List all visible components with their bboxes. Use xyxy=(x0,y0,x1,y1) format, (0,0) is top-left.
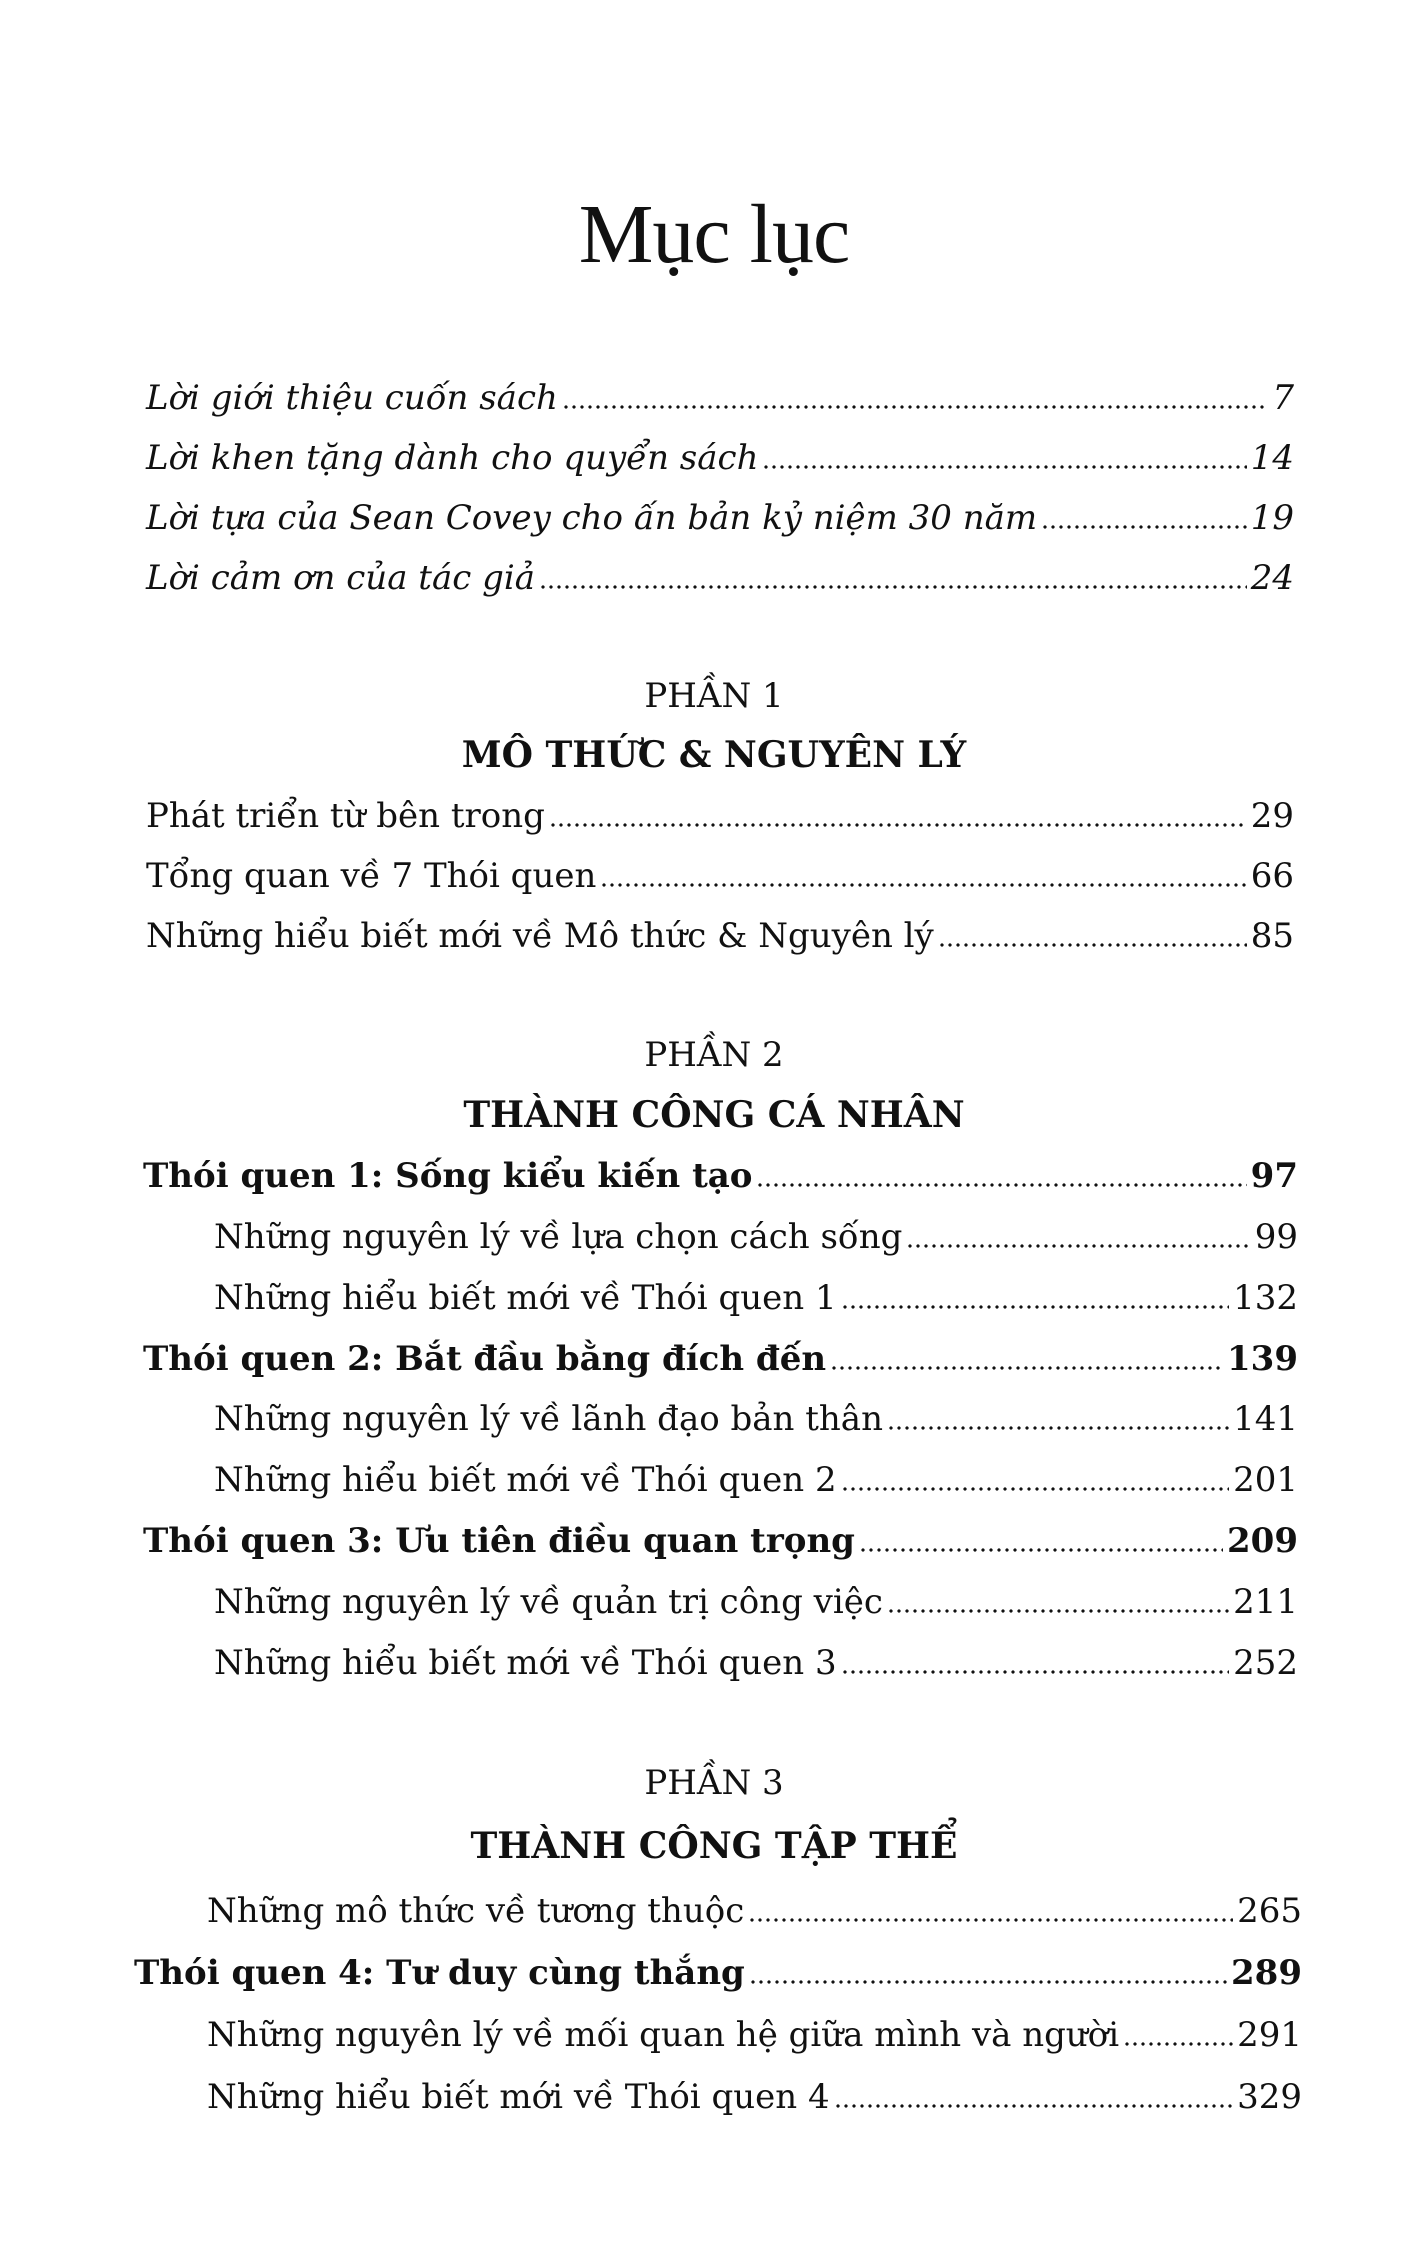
toc-entry-page: 211 xyxy=(1233,1582,1298,1622)
dot-leader xyxy=(834,2104,1233,2108)
dot-leader xyxy=(887,1609,1229,1613)
dot-leader xyxy=(841,1487,1229,1491)
toc-entry[interactable] xyxy=(143,1333,1298,1385)
dot-leader xyxy=(539,585,1247,589)
part-title: MÔ THỨC & NGUYÊN LÝ xyxy=(461,734,967,776)
toc-entry-page: 252 xyxy=(1233,1643,1298,1683)
dot-leader xyxy=(841,1670,1229,1674)
toc-entry-label: Phát triển từ bên trong xyxy=(146,796,545,836)
part-label: PHẦN 2 xyxy=(644,1035,784,1075)
toc-entry[interactable] xyxy=(146,432,1294,484)
toc-entry[interactable] xyxy=(214,1393,1298,1445)
dot-leader xyxy=(887,1426,1229,1430)
toc-entry-label: Thói quen 1: Sống kiểu kiến tạo xyxy=(143,1156,753,1196)
toc-entry-label: Những hiểu biết mới về Thói quen 4 xyxy=(207,2077,830,2117)
toc-entry-label: Những nguyên lý về quản trị công việc xyxy=(214,1582,883,1622)
toc-entry[interactable] xyxy=(146,552,1294,604)
page-title: Mục lục xyxy=(578,188,850,281)
toc-entry-page: 201 xyxy=(1233,1460,1298,1500)
toc-entry-label: Những nguyên lý về lãnh đạo bản thân xyxy=(214,1399,883,1439)
toc-entry-label: Những nguyên lý về mối quan hệ giữa mình và người xyxy=(207,2015,1120,2055)
toc-entry[interactable] xyxy=(207,2009,1302,2061)
dot-leader xyxy=(600,883,1246,887)
dot-leader xyxy=(830,1366,1223,1370)
toc-entry-label: Tổng quan về 7 Thói quen xyxy=(146,856,597,896)
toc-entry-page: 291 xyxy=(1237,2015,1302,2055)
toc-entry-label: Thói quen 3: Ưu tiên điều quan trọng xyxy=(143,1521,855,1561)
toc-entry-label: Những nguyên lý về lựa chọn cách sống xyxy=(214,1217,903,1257)
dot-leader xyxy=(938,943,1247,947)
toc-entry-label: Thói quen 2: Bắt đầu bằng đích đến xyxy=(143,1339,827,1379)
toc-entry[interactable] xyxy=(143,1515,1298,1567)
toc-entry-label: Lời giới thiệu cuốn sách xyxy=(146,378,558,418)
toc-entry-label: Những mô thức về tương thuộc xyxy=(207,1891,745,1931)
toc-entry-label: Lời khen tặng dành cho quyển sách xyxy=(146,438,759,478)
toc-entry[interactable] xyxy=(214,1576,1298,1628)
dot-leader xyxy=(859,1548,1223,1552)
dot-leader xyxy=(906,1244,1250,1248)
toc-entry-label: Lời cảm ơn của tác giả xyxy=(146,558,535,598)
part-title: THÀNH CÔNG TẬP THỂ xyxy=(470,1825,958,1867)
toc-entry[interactable] xyxy=(207,2071,1302,2123)
toc-entry[interactable] xyxy=(214,1211,1298,1263)
toc-entry-page: 265 xyxy=(1237,1891,1302,1931)
dot-leader xyxy=(841,1305,1229,1309)
toc-entry-page: 24 xyxy=(1250,558,1294,598)
toc-entry-page: 14 xyxy=(1250,438,1294,478)
toc-entry-label: Thói quen 4: Tư duy cùng thắng xyxy=(134,1953,745,1993)
dot-leader xyxy=(762,465,1246,469)
toc-entry[interactable] xyxy=(146,910,1294,962)
toc-entry-label: Những hiểu biết mới về Thói quen 3 xyxy=(214,1643,837,1683)
toc-entry-page: 29 xyxy=(1250,796,1294,836)
toc-entry-page: 85 xyxy=(1250,916,1294,956)
toc-entry[interactable] xyxy=(214,1454,1298,1506)
dot-leader xyxy=(549,823,1247,827)
toc-entry-label: Lời tựa của Sean Covey cho ấn bản kỷ niệm 30 năm xyxy=(146,498,1038,538)
toc-entry[interactable] xyxy=(214,1272,1298,1324)
toc-entry-page: 289 xyxy=(1231,1953,1302,1993)
toc-entry[interactable] xyxy=(146,790,1294,842)
dot-leader xyxy=(562,405,1268,409)
toc-entry-label: Những hiểu biết mới về Thói quen 1 xyxy=(214,1278,837,1318)
dot-leader xyxy=(756,1183,1246,1187)
toc-entry-page: 141 xyxy=(1233,1399,1298,1439)
toc-entry-page: 99 xyxy=(1254,1217,1298,1257)
toc-entry[interactable] xyxy=(207,1885,1302,1937)
part-label: PHẦN 1 xyxy=(644,676,784,716)
toc-entry-label: Những hiểu biết mới về Thói quen 2 xyxy=(214,1460,837,1500)
toc-entry-page: 7 xyxy=(1272,378,1294,418)
toc-entry-page: 209 xyxy=(1227,1521,1298,1561)
toc-entry-label: Những hiểu biết mới về Mô thức & Nguyên lý xyxy=(146,916,934,956)
toc-entry-page: 19 xyxy=(1250,498,1294,538)
toc-entry[interactable] xyxy=(134,1947,1302,1999)
toc-entry[interactable] xyxy=(214,1637,1298,1689)
toc-entry-page: 66 xyxy=(1250,856,1294,896)
dot-leader xyxy=(749,1980,1227,1984)
dot-leader xyxy=(1123,2042,1233,2046)
dot-leader xyxy=(1041,525,1247,529)
toc-entry-page: 329 xyxy=(1237,2077,1302,2117)
toc-entry-page: 139 xyxy=(1227,1339,1298,1379)
toc-entry[interactable] xyxy=(146,850,1294,902)
toc-entry-page: 97 xyxy=(1250,1156,1298,1196)
part-label: PHẦN 3 xyxy=(644,1763,784,1803)
toc-entry[interactable] xyxy=(146,372,1294,424)
part-title: THÀNH CÔNG CÁ NHÂN xyxy=(463,1094,965,1136)
toc-entry[interactable] xyxy=(146,492,1294,544)
toc-entry-page: 132 xyxy=(1233,1278,1298,1318)
toc-entry[interactable] xyxy=(143,1150,1298,1202)
dot-leader xyxy=(748,1918,1233,1922)
